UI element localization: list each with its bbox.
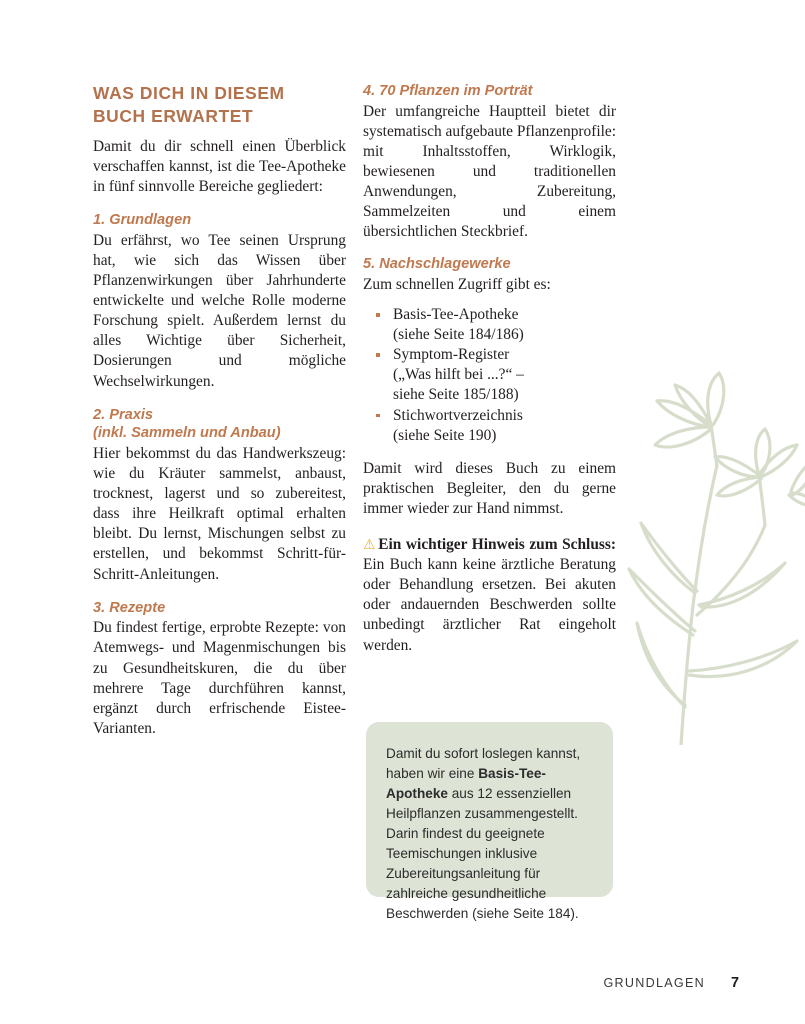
list-item-line1: Symptom-Register [393,346,510,364]
list-item [376,406,616,446]
page-footer [604,975,740,991]
list-item-line3: siehe Seite 185/188) [393,386,519,404]
paragraph-rezepte: Du findest fertige, erprobte Rezepte: von Atemwegs- und Magenmischungen bis zu Gesundheitskuren, die du über mehrere Tage durchführen kannst, ergänzt durch erfrischende Eistee-Varianten. [93,619,346,737]
list-item-line1: Basis-Tee-Apotheke [393,306,519,324]
bullet-icon [376,313,380,317]
subheading-grundlagen: 1. Grundlagen [93,212,192,229]
subheading-praxis-line2: (inkl. Sammeln und Anbau) [93,425,281,442]
list-item-line2: (siehe Seite 184/186) [393,326,524,344]
warning-triangle-icon: ⚠ [363,537,377,554]
callout-box [366,722,613,921]
callout-text-part2: aus 12 essenziellen Heilpflanzen zusammengestellt. Darin findest du geeignete Teemischungen inklusive Zubereitungsanleitung für zahlreiche gesundheitliche Beschwerden (siehe Seite 184). [386,785,579,921]
subheading-praxis [93,406,346,443]
page-title-line2: BUCH ERWARTET [93,105,254,126]
paragraph-praxis: Hier bekommst du das Handwerkszeug: wie du Kräuter sammelst, anbaust, trocknest, lagerst und so zubereitest, dass ihre Heilkraft optimal erhalten bleibt. Du lernst, Mischungen selbst zu erstellen, und bekommst Schritt-für-Schritt-Anleitungen. [93,444,346,583]
left-column [93,82,346,739]
right-column [363,82,616,671]
subheading-nachschlagewerke: 5. Nachschlagewerke [363,256,511,273]
footer-page-number: 7 [730,975,739,991]
callout-bold-term: Basis-Tee-Apotheke [386,765,546,801]
list-item [376,345,616,405]
important-notice-lead: Ein wichtiger Hinweis zum Schluss: [378,536,616,554]
paragraph-grundlagen: Du erfährst, wo Tee seinen Ursprung hat, wie sich das Wissen über Pflanzenwirkungen über Jahrhunderte entwickelte und welche Rolle moderne Forschung spielt. Außerdem lernst du alles Wichtige über Sicherheit, Dosierungen und mögliche Wechselwirkungen. [93,231,346,390]
bullet-icon [376,353,380,357]
subheading-praxis-line1: 2. Praxis [93,406,154,423]
subheading-pflanzen-portraet: 4. 70 Pflanzen im Porträt [363,83,533,99]
paragraph-nachschlagewerke: Zum schnellen Zugriff gibt es: [363,276,551,293]
reference-list [363,305,616,446]
list-item [376,305,616,345]
list-item-line2: („Was hilft bei ...?“ – [393,366,524,384]
callout-text-part1: Damit du sofort loslegen kannst, haben wir eine [386,746,581,781]
paragraph-pflanzen-portraet: Der umfangreiche Hauptteil bietet dir systematisch aufgebaute Pflanzenprofile: mit Inhaltsstoffen, Wirklogik, bewiesenen und traditionellen Anwendungen, Zubereitung, Sammelzeiten und einem übersichtlichen Steckbrief. [363,102,616,241]
important-notice-rest: Ein Buch kann keine ärztliche Beratung oder Behandlung ersetzen. Bei akuten oder andauernden Beschwerden sollte unbedingt ärztlicher Rat eingeholt werden. [363,556,616,654]
intro-paragraph: Damit du dir schnell einen Überblick verschaffen kannst, ist die Tee-Apotheke in fünf sinnvolle Bereiche gegliedert: [93,137,346,196]
list-item-line2: (siehe Seite 190) [393,426,497,444]
page-title [93,82,346,128]
subheading-rezepte: 3. Rezepte [93,599,166,616]
footer-chapter-label: GRUNDLAGEN [603,976,705,990]
important-notice [363,535,616,656]
closing-paragraph: Damit wird dieses Buch zu einem praktischen Begleiter, den du gerne immer wieder zur Hand nimmst. [363,459,616,517]
bullet-icon [376,414,380,418]
list-item-line1: Stichwortverzeichnis [393,406,523,424]
callout-text [386,744,593,924]
page-title-line1: WAS DICH IN DIESEM [93,83,285,103]
